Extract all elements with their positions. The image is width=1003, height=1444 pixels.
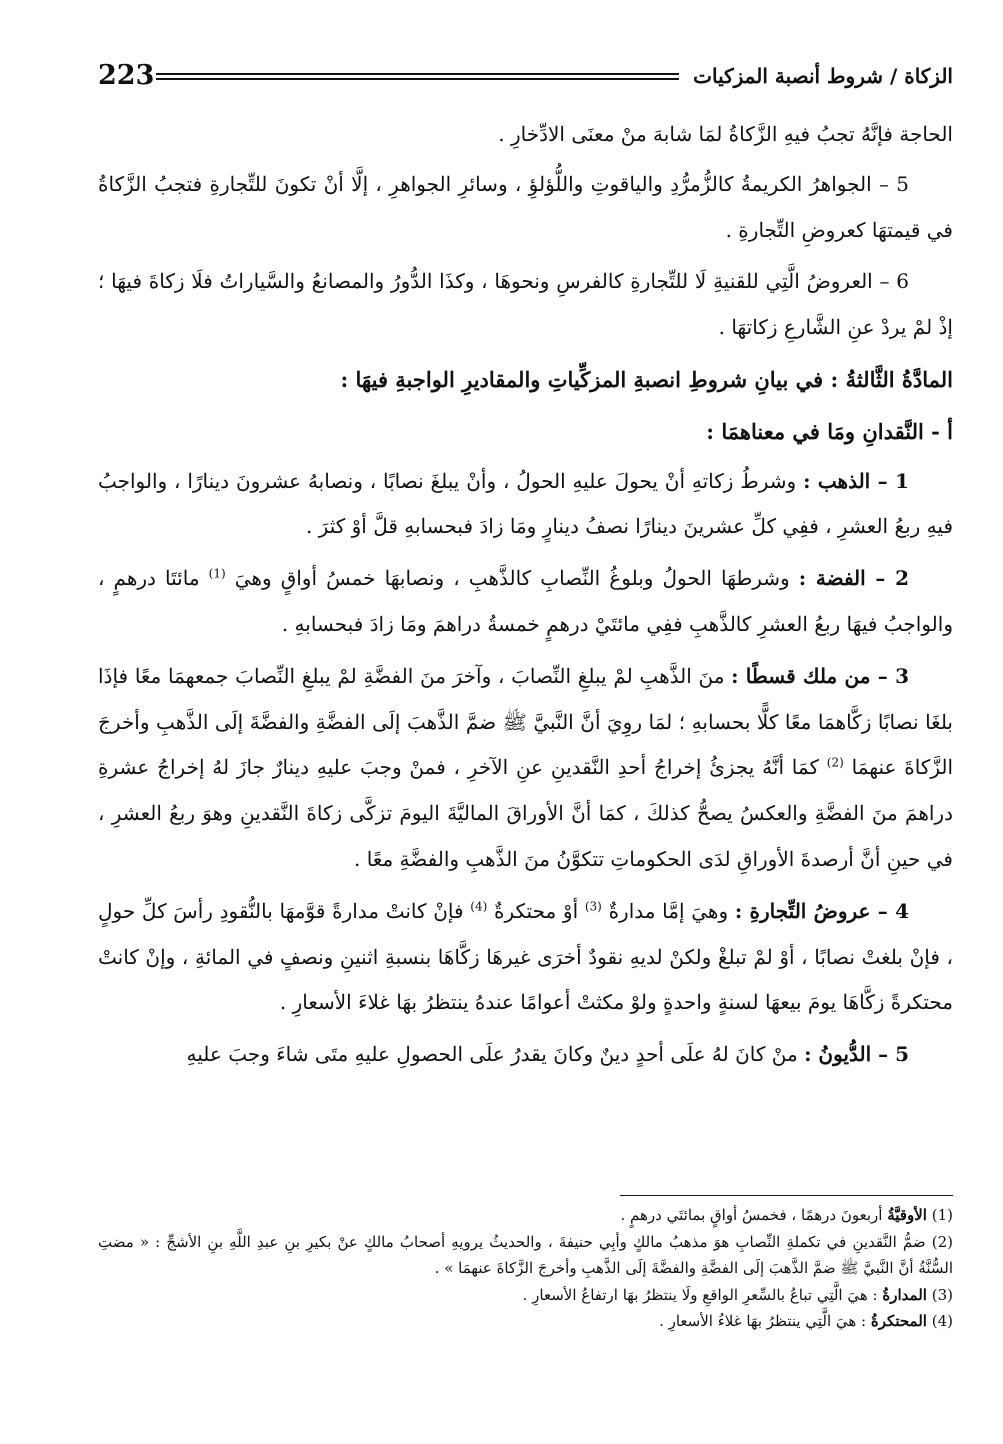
footnote-term: المدارةُ xyxy=(882,1285,927,1304)
footnote-ref-2: (2) xyxy=(826,755,844,770)
paragraph-continued: الحاجة فإنَّهُ تجبُ فيهِ الزَّكاةُ لمَا شابهَ منْ معنَى الادِّخارِ . xyxy=(498,122,953,146)
footnote-3 xyxy=(98,1282,953,1309)
item-text-partial-a: منَ الذَّهبِ لمْ يبلغِ النِّصابَ ، وآخرَ منَ الفضَّةِ لمْ يبلغِ النِّصابَ جمعهمَا معًا فإذَا بلغَا نصابًا زكَّاهمَا معًا كلًّا بحسابهِ ؛ لمَا روِيَ أنَّ النَّبيَّ ﷺ ضمَّ الذَّهبَ إلَى الفضَّةِ والفضَّةَ إلَى الذَّهبِ وأخرجَ الزَّكاةَ عنهمَا xyxy=(98,663,954,780)
footnote-term: الأوقيَّةُ xyxy=(887,1206,927,1224)
item-text-partial-b: كمَا أنَّهُ يجزئُ إخراجُ أحدِ النَّقدينِ عنِ الآخرِ ، فمنْ وجبَ عليهِ دينارٌ جازَ لهُ إخراجُ عشرةِ دراهمَ منَ الفضَّةِ والعكسُ يصحُّ كذلكَ ، كمَا أنَّ الأوراقَ الماليَّةَ اليومَ تزكَّى زكاةَ النَّقدينِ وهوَ ربعُ العشرِ ، في حينِ أنَّ أرصدةَ الأوراقِ لدَى الحكوماتِ تتكوَّنُ منَ الذَّهبِ والفضَّةِ معًا . xyxy=(98,755,953,871)
paragraph-debts xyxy=(98,1032,953,1078)
item-text-trade-c: فإنْ كانتْ مدارةً قوَّمهَا بالنُّقودِ رأسَ كلِّ حولٍ ، فإنْ بلغتْ نصابًا ، أوْ لمْ تبلغْ ولكنْ لديهِ نقودٌ أخرَى غيرهَا زكَّاهَا بنسبةِ اثنينِ ونصفٍ في المائةِ ، وإنْ كانتْ محتكرةً زكَّاهَا يومَ بيعهَا لسنةٍ واحدةٍ ولوْ مكثتْ أعوامًا عندهُ ينتظرُ بهَا غلاءَ الأسعارِ . xyxy=(98,898,953,1015)
paragraph-trade-goods xyxy=(98,889,953,1026)
item-text-silver-a: وشرطهَا الحولُ وبلوغُ النِّصابِ كالذَّهبِ ، ونصابهَا خمسُ أواقٍ وهيَ xyxy=(234,566,790,591)
footnote-text: : هيَ الَّتِي ينتظرُ بهَا غلاءُ الأسعارِ . xyxy=(659,1312,867,1330)
item-text-debts: منْ كانَ لهُ علَى أحدٍ دينٌ وكانَ يقدرُ علَى الحصولِ عليهِ متَى شاءَ وجبَ عليهِ xyxy=(186,1042,798,1067)
footnotes xyxy=(98,1202,953,1335)
item-text-gold: وشرطُ زكاتهِ أنْ يحولَ عليهِ الحولُ ، وأنْ يبلغَ نصابًا ، ونصابهُ عشرونَ دينارًا ، والواجبُ فيهِ ربعُ العشرِ ، ففِي كلِّ عشرينَ دينارًا نصفُ دينارٍ ومَا زادَ فبحسابهِ قلَّ أوْ كثرَ . xyxy=(98,468,953,539)
running-head: الزكاة / شروط أنصبة المزكيات xyxy=(693,64,953,88)
footnote-number: (1) xyxy=(931,1206,953,1224)
section-heading: المادَّةُ الثَّالثةُ : في بيانِ شروطِ انصبةِ المزكِّياتِ والمقاديرِ الواجبةِ فيهَا : xyxy=(340,366,953,392)
footnote-4 xyxy=(98,1308,953,1335)
item-text-silver-b: مائتَا درهمٍ ، والواجبُ فيهَا ربعُ العشرِ كالذَّهبِ ففِي مائتَيْ درهمٍ خمسةُ دراهمَ ومَا زادَ فبحسابهِ . xyxy=(98,566,953,636)
footnote-number: (2) xyxy=(931,1232,953,1251)
footnote-ref-4: (4) xyxy=(470,899,488,914)
item-title-silver: 2 – الفضة : xyxy=(798,566,910,591)
item-text-trade-a: وهيَ إمَّا مدارةٌ xyxy=(608,898,729,923)
subsection-heading: أ - النَّقدانِ ومَا في معناهمَا : xyxy=(706,418,953,444)
footnote-text: : هيَ الَّتِي تباعُ بالسِّعرِ الواقعِ ولَا ينتظرُ بهَا ارتفاعُ الأسعارِ . xyxy=(522,1285,878,1304)
main-text xyxy=(98,112,953,1084)
footnote-2 xyxy=(98,1229,953,1282)
item-title-partial: 3 – من ملك قسطًا : xyxy=(731,663,909,688)
item-title-debts: 5 – الدُّيونُ : xyxy=(804,1042,909,1067)
footnote-number: (4) xyxy=(931,1312,953,1330)
item-text-trade-b: أوْ محتكرةٌ xyxy=(494,898,579,923)
header-rule xyxy=(156,73,679,80)
paragraph-partial xyxy=(98,654,953,883)
paragraph-silver xyxy=(98,556,953,648)
footnote-separator xyxy=(620,1195,953,1196)
page-number: 223 xyxy=(98,60,155,91)
item-title-trade-goods: 4 – عروضُ التِّجارةِ : xyxy=(734,898,909,923)
footnote-term: المحتكرةُ xyxy=(870,1312,927,1330)
footnote-text: أربعونَ درهمًا ، فخمسُ أواقٍ بمائتَي درهمٍ . xyxy=(620,1206,883,1224)
paragraph-gold xyxy=(98,459,953,551)
paragraph-item-goods: 6 – العروضُ الَّتِي للقنيةِ لَا للتِّجارةِ كالفرسِ ونحوهَا ، وكذَا الدُّورُ والمصانعُ والسَّياراتُ فلَا زكاةَ فيهَا ؛ إذْ لمْ يردْ عنِ الشَّارعِ زكاتهَا . xyxy=(98,269,953,340)
footnote-text: ضمُّ النَّقدينِ في تكملةِ النِّصابِ هوَ مذهبُ مالكٍ وأبِي حنيفةَ ، والحديثُ يرويهِ أصحابُ مالكٍ عنْ بكيرِ بنِ عبدِ اللَّهِ بنِ الأشجِّ : « مضتِ السُّنَّةُ أنَّ النَّبيَّ ﷺ ضمَّ الذَّهبَ إلَى الفضَّةِ والفضَّةَ إلَى الذَّهبِ وأخرجَ الزَّكاةَ عنهمَا » . xyxy=(98,1232,953,1277)
footnote-1 xyxy=(98,1202,953,1229)
footnote-ref-3: (3) xyxy=(584,899,602,914)
page-header xyxy=(98,58,953,94)
paragraph-item-gems: 5 – الجواهرُ الكريمةُ كالزُّمرُّدِ والياقوتِ واللُّؤلؤِ ، وسائرِ الجواهرِ ، إلَّا أنْ تكونَ للتِّجارةِ فتجبُ الزَّكاةُ في قيمتهَا كعروضِ التِّجارةِ . xyxy=(98,171,953,242)
footnote-number: (3) xyxy=(931,1285,953,1304)
item-title-gold: 1 – الذهب : xyxy=(803,468,910,493)
footnote-ref-1: (1) xyxy=(208,566,226,581)
